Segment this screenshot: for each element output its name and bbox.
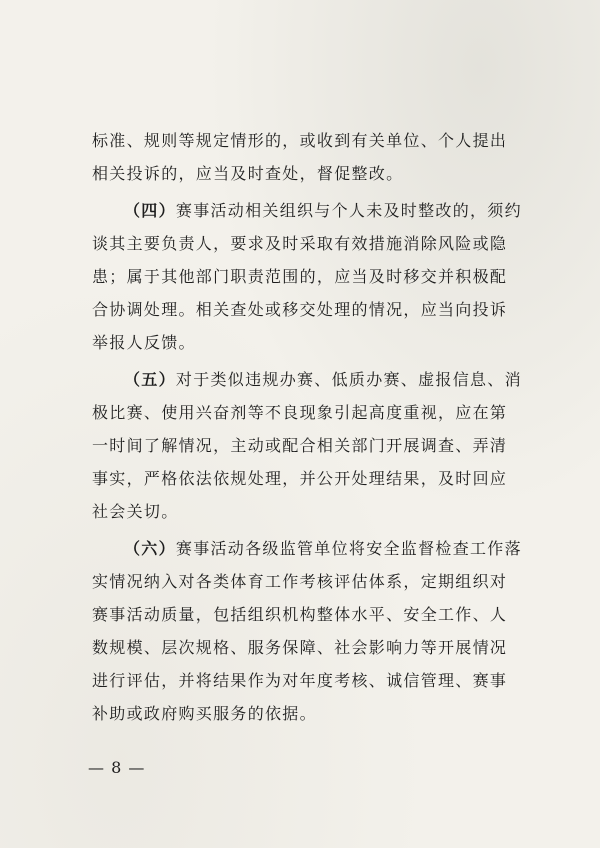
paragraph-text: 对于类似违规办赛、低质办赛、虚报信息、消极比赛、使用兴奋剂等不良现象引起高度重视，应在第一时间了解情况，主动或配合相关部门开展调查、弄清事实，严格依法依规处理，并公开处理结果，及时回应社会关切。: [92, 370, 522, 521]
paragraph-item-6: [92, 532, 524, 730]
paragraph-text: 标准、规则等规定情形的，或收到有关单位、个人提出相关投诉的，应当及时查处，督促整改。: [92, 131, 508, 183]
paragraph-text: 赛事活动相关组织与个人未及时整改的，须约谈其主要负责人，要求及时采取有效措施消除风险或隐患；属于其他部门职责范围的，应当及时移交并积极配合协调处理。相关查处或移交处理的情况，应当向投诉举报人反馈。: [92, 201, 522, 352]
paragraph-continuation: [92, 124, 524, 190]
paragraph-lead: （五）: [124, 370, 176, 389]
paragraph-lead: （四）: [124, 201, 176, 220]
paragraph-text: 赛事活动各级监管单位将安全监督检查工作落实情况纳入对各类体育工作考核评估体系，定期组织对赛事活动质量，包括组织机构整体水平、安全工作、人数规模、层次规格、服务保障、社会影响力等开展情况进行评估，并将结果作为对年度考核、诚信管理、赛事补助或政府购买服务的依据。: [92, 539, 522, 723]
paragraph-item-4: [92, 194, 524, 359]
page-number: — 8 —: [88, 758, 146, 777]
bleed-through-text-top: [0, 6, 600, 96]
paragraph-lead: （六）: [124, 539, 176, 558]
paragraph-item-5: [92, 363, 524, 528]
document-body: [92, 124, 524, 730]
